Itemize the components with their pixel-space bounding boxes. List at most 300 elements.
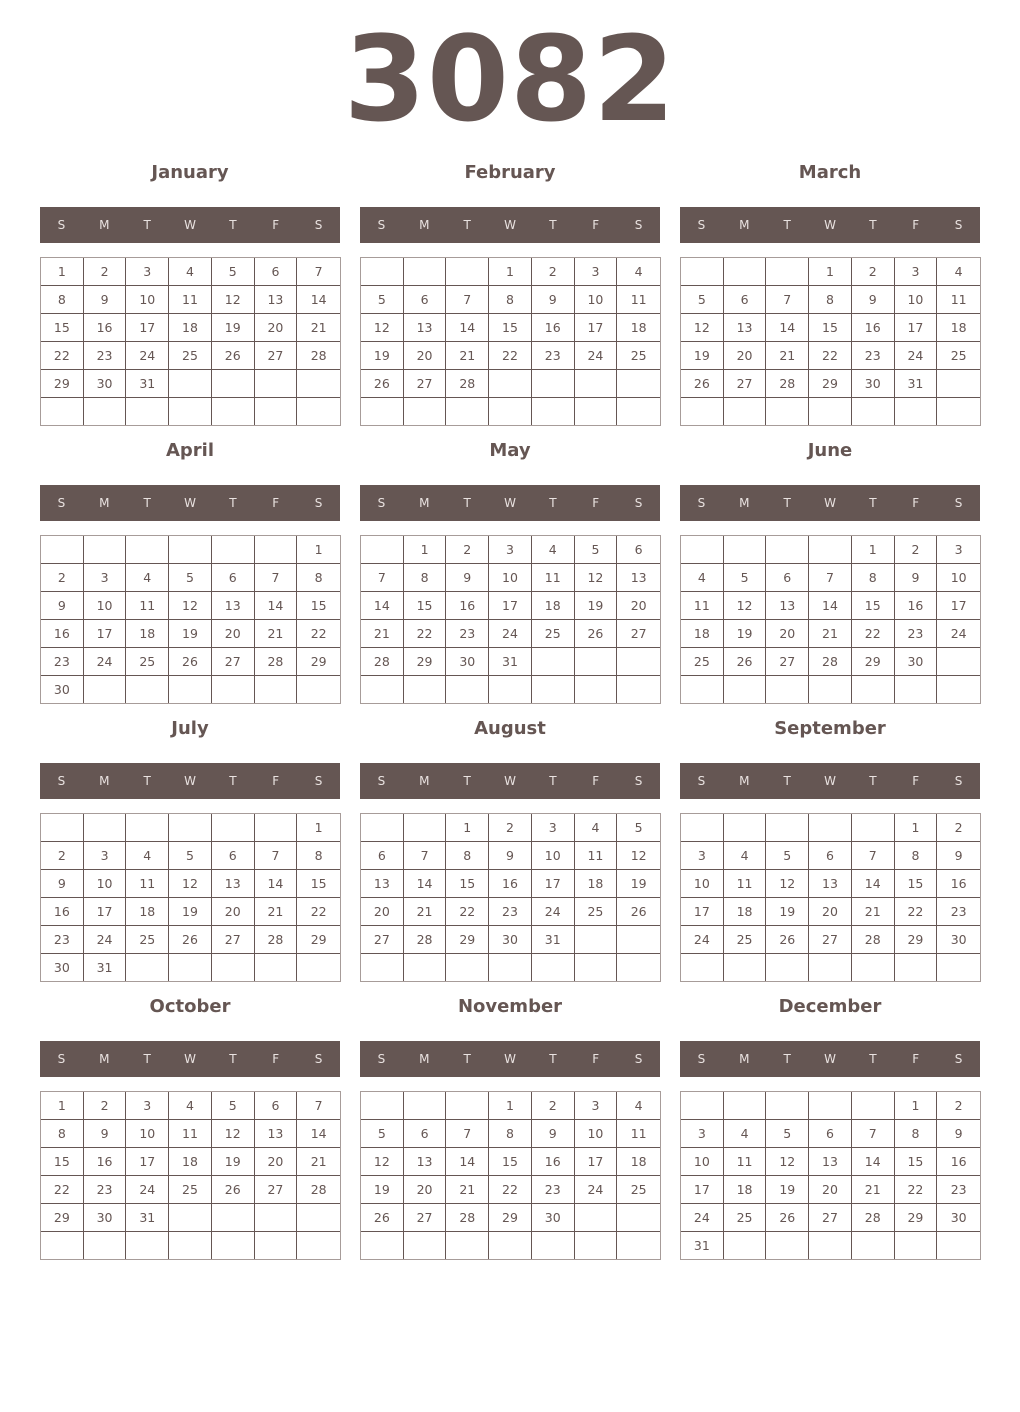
- day-cell: 2: [937, 814, 980, 842]
- day-cell: 4: [724, 1120, 767, 1148]
- day-cell: 15: [895, 870, 938, 898]
- weekday-header: [680, 207, 980, 243]
- day-cell: 27: [809, 926, 852, 954]
- day-cell: 9: [532, 286, 575, 314]
- weekday-label: F: [592, 774, 600, 788]
- day-cell: 15: [41, 314, 84, 342]
- day-cell: 8: [41, 286, 84, 314]
- day-cell: 23: [895, 620, 938, 648]
- day-cell: 27: [724, 370, 767, 398]
- weekday-label: W: [824, 496, 836, 510]
- day-cell: 8: [489, 1120, 532, 1148]
- weekday-label: M: [419, 496, 430, 510]
- day-cell: 17: [489, 592, 532, 620]
- day-cell: 17: [937, 592, 980, 620]
- day-cell: [532, 398, 575, 425]
- weekday-label: S: [377, 774, 386, 788]
- day-cell: 17: [681, 898, 724, 926]
- day-cell: 25: [126, 648, 169, 676]
- day-cell: [169, 954, 212, 981]
- day-cell: [681, 676, 724, 703]
- day-cell: 30: [84, 1204, 127, 1232]
- day-cell: 21: [297, 1148, 340, 1176]
- day-cell: 6: [255, 1092, 298, 1120]
- day-cell: 16: [532, 314, 575, 342]
- day-cell: 14: [446, 314, 489, 342]
- day-cell: 11: [169, 1120, 212, 1148]
- day-cell: [937, 398, 980, 425]
- day-cell: [617, 370, 660, 398]
- weekday-label: T: [783, 218, 791, 232]
- day-cell: [361, 676, 404, 703]
- day-cell: 18: [617, 314, 660, 342]
- day-grid: [40, 535, 341, 704]
- day-cell: 7: [446, 1120, 489, 1148]
- day-cell: 1: [297, 814, 340, 842]
- day-cell: 4: [532, 536, 575, 564]
- day-cell: [255, 370, 298, 398]
- day-cell: 3: [575, 258, 618, 286]
- day-cell: [895, 954, 938, 981]
- day-cell: 22: [404, 620, 447, 648]
- weekday-label: F: [912, 774, 920, 788]
- day-grid: [680, 535, 981, 704]
- day-cell: [937, 954, 980, 981]
- day-cell: 16: [532, 1148, 575, 1176]
- day-cell: 17: [126, 1148, 169, 1176]
- day-cell: [126, 814, 169, 842]
- day-cell: 10: [84, 592, 127, 620]
- day-cell: [255, 398, 298, 425]
- day-cell: [766, 954, 809, 981]
- weekday-label: T: [143, 496, 151, 510]
- day-cell: 19: [212, 314, 255, 342]
- day-cell: 10: [937, 564, 980, 592]
- day-cell: [681, 954, 724, 981]
- day-cell: 26: [766, 926, 809, 954]
- day-cell: 24: [575, 342, 618, 370]
- day-cell: [169, 1204, 212, 1232]
- day-cell: [212, 1232, 255, 1259]
- day-cell: 21: [852, 898, 895, 926]
- day-cell: 7: [404, 842, 447, 870]
- day-cell: 14: [361, 592, 404, 620]
- day-cell: 25: [681, 648, 724, 676]
- day-cell: 26: [169, 926, 212, 954]
- day-cell: 6: [617, 536, 660, 564]
- day-cell: 21: [297, 314, 340, 342]
- day-cell: 18: [169, 314, 212, 342]
- day-cell: [212, 398, 255, 425]
- day-cell: 27: [404, 1204, 447, 1232]
- day-cell: 19: [212, 1148, 255, 1176]
- day-cell: 7: [766, 286, 809, 314]
- day-cell: 3: [84, 842, 127, 870]
- weekday-header: [360, 763, 660, 799]
- day-cell: 1: [895, 1092, 938, 1120]
- day-cell: 12: [169, 592, 212, 620]
- day-cell: [169, 370, 212, 398]
- day-cell: [489, 370, 532, 398]
- weekday-label: F: [272, 1052, 280, 1066]
- weekday-label: S: [634, 1052, 643, 1066]
- day-cell: 23: [532, 1176, 575, 1204]
- day-cell: 10: [681, 1148, 724, 1176]
- day-cell: 4: [575, 814, 618, 842]
- day-cell: [41, 398, 84, 425]
- day-cell: [724, 954, 767, 981]
- day-cell: [41, 1232, 84, 1259]
- weekday-label: S: [314, 1052, 323, 1066]
- day-cell: 4: [169, 258, 212, 286]
- day-cell: 30: [446, 648, 489, 676]
- weekday-label: F: [912, 218, 920, 232]
- day-cell: [212, 1204, 255, 1232]
- day-cell: 31: [84, 954, 127, 981]
- day-cell: 3: [84, 564, 127, 592]
- day-cell: 26: [212, 1176, 255, 1204]
- day-cell: 29: [446, 926, 489, 954]
- weekday-label: T: [869, 218, 877, 232]
- weekday-label: F: [912, 1052, 920, 1066]
- year-title: 3082: [343, 10, 677, 148]
- day-cell: 1: [809, 258, 852, 286]
- day-cell: 4: [681, 564, 724, 592]
- day-cell: [852, 814, 895, 842]
- day-cell: [809, 398, 852, 425]
- day-cell: 17: [681, 1176, 724, 1204]
- day-cell: 3: [489, 536, 532, 564]
- day-cell: [724, 398, 767, 425]
- day-cell: [126, 954, 169, 981]
- weekday-label: T: [549, 218, 557, 232]
- weekday-label: T: [229, 496, 237, 510]
- day-cell: [361, 536, 404, 564]
- weekday-label: S: [377, 1052, 386, 1066]
- day-cell: 9: [489, 842, 532, 870]
- day-cell: 21: [446, 342, 489, 370]
- day-cell: 18: [724, 898, 767, 926]
- day-cell: 14: [297, 1120, 340, 1148]
- day-cell: 12: [361, 1148, 404, 1176]
- day-cell: [681, 1092, 724, 1120]
- day-cell: 27: [361, 926, 404, 954]
- day-cell: 5: [212, 1092, 255, 1120]
- day-cell: 20: [766, 620, 809, 648]
- day-cell: 6: [255, 258, 298, 286]
- day-cell: 15: [297, 592, 340, 620]
- day-cell: [809, 1232, 852, 1259]
- day-cell: [361, 398, 404, 425]
- day-cell: [489, 954, 532, 981]
- day-cell: 29: [41, 1204, 84, 1232]
- day-cell: 4: [169, 1092, 212, 1120]
- day-cell: [404, 814, 447, 842]
- day-cell: 18: [724, 1176, 767, 1204]
- day-cell: 21: [446, 1176, 489, 1204]
- day-cell: 13: [212, 870, 255, 898]
- day-cell: 8: [895, 1120, 938, 1148]
- day-cell: 25: [169, 1176, 212, 1204]
- day-cell: 31: [489, 648, 532, 676]
- day-cell: 6: [404, 1120, 447, 1148]
- day-cell: [169, 398, 212, 425]
- day-cell: 2: [84, 1092, 127, 1120]
- day-cell: [617, 954, 660, 981]
- day-cell: 13: [809, 870, 852, 898]
- day-cell: 30: [937, 1204, 980, 1232]
- day-cell: 1: [895, 814, 938, 842]
- day-cell: [84, 814, 127, 842]
- day-cell: 1: [446, 814, 489, 842]
- day-cell: [852, 954, 895, 981]
- weekday-label: W: [184, 774, 196, 788]
- month-title: January: [151, 162, 229, 183]
- day-cell: [297, 398, 340, 425]
- day-cell: 24: [575, 1176, 618, 1204]
- day-cell: [766, 1092, 809, 1120]
- day-cell: 20: [361, 898, 404, 926]
- day-cell: [255, 814, 298, 842]
- day-cell: 27: [255, 342, 298, 370]
- day-cell: 19: [724, 620, 767, 648]
- day-cell: 21: [255, 898, 298, 926]
- day-cell: 4: [617, 1092, 660, 1120]
- day-cell: [681, 258, 724, 286]
- day-cell: 15: [809, 314, 852, 342]
- day-cell: 20: [212, 620, 255, 648]
- weekday-header: [360, 1041, 660, 1077]
- day-cell: 7: [446, 286, 489, 314]
- day-cell: 5: [575, 536, 618, 564]
- day-cell: 10: [126, 1120, 169, 1148]
- day-cell: 30: [84, 370, 127, 398]
- weekday-label: T: [869, 1052, 877, 1066]
- day-cell: 23: [532, 342, 575, 370]
- day-cell: 17: [532, 870, 575, 898]
- day-cell: 16: [446, 592, 489, 620]
- day-cell: [575, 1232, 618, 1259]
- month-title: April: [165, 440, 215, 461]
- day-cell: 31: [126, 1204, 169, 1232]
- day-cell: 5: [724, 564, 767, 592]
- day-cell: 27: [617, 620, 660, 648]
- day-cell: 2: [446, 536, 489, 564]
- day-cell: 25: [169, 342, 212, 370]
- day-cell: 9: [84, 286, 127, 314]
- day-cell: 31: [126, 370, 169, 398]
- month-title: November: [457, 996, 563, 1017]
- weekday-label: S: [57, 1052, 66, 1066]
- day-cell: 19: [766, 898, 809, 926]
- weekday-label: S: [954, 1052, 963, 1066]
- day-cell: 1: [489, 258, 532, 286]
- day-cell: 6: [212, 564, 255, 592]
- weekday-label: T: [783, 1052, 791, 1066]
- day-cell: 2: [84, 258, 127, 286]
- day-cell: 11: [126, 870, 169, 898]
- day-cell: 10: [895, 286, 938, 314]
- day-cell: 12: [212, 1120, 255, 1148]
- day-cell: [297, 1204, 340, 1232]
- day-cell: [169, 1232, 212, 1259]
- day-cell: 19: [617, 870, 660, 898]
- day-cell: 28: [404, 926, 447, 954]
- day-cell: 18: [681, 620, 724, 648]
- day-cell: [532, 1232, 575, 1259]
- day-cell: 28: [446, 370, 489, 398]
- day-cell: [766, 398, 809, 425]
- day-cell: 9: [937, 842, 980, 870]
- day-cell: 10: [681, 870, 724, 898]
- weekday-label: M: [739, 496, 750, 510]
- day-cell: [361, 1092, 404, 1120]
- day-cell: 13: [724, 314, 767, 342]
- day-cell: 11: [617, 286, 660, 314]
- day-cell: 5: [617, 814, 660, 842]
- day-cell: 26: [361, 1204, 404, 1232]
- day-cell: 24: [84, 648, 127, 676]
- day-cell: 31: [895, 370, 938, 398]
- month-title: March: [798, 162, 862, 183]
- day-cell: [532, 676, 575, 703]
- day-cell: [575, 1204, 618, 1232]
- day-cell: 19: [681, 342, 724, 370]
- day-cell: 22: [41, 1176, 84, 1204]
- day-cell: 3: [681, 842, 724, 870]
- day-cell: [617, 1204, 660, 1232]
- day-cell: 3: [937, 536, 980, 564]
- day-cell: 25: [575, 898, 618, 926]
- weekday-label: S: [634, 496, 643, 510]
- day-cell: 31: [681, 1232, 724, 1259]
- weekday-label: T: [143, 1052, 151, 1066]
- day-cell: 5: [681, 286, 724, 314]
- day-cell: 28: [446, 1204, 489, 1232]
- day-cell: [937, 370, 980, 398]
- day-cell: 10: [126, 286, 169, 314]
- weekday-label: F: [592, 218, 600, 232]
- day-cell: [404, 1232, 447, 1259]
- weekday-label: T: [143, 774, 151, 788]
- weekday-label: M: [739, 774, 750, 788]
- day-cell: 18: [575, 870, 618, 898]
- weekday-header: [360, 207, 660, 243]
- weekday-label: S: [697, 496, 706, 510]
- day-grid: [360, 257, 661, 426]
- weekday-label: M: [419, 774, 430, 788]
- weekday-label: F: [592, 1052, 600, 1066]
- weekday-label: T: [869, 774, 877, 788]
- day-cell: 18: [126, 620, 169, 648]
- weekday-label: F: [272, 218, 280, 232]
- day-cell: 22: [852, 620, 895, 648]
- day-cell: 22: [895, 1176, 938, 1204]
- weekday-label: T: [783, 774, 791, 788]
- day-cell: 24: [84, 926, 127, 954]
- day-cell: [617, 398, 660, 425]
- day-cell: 5: [361, 286, 404, 314]
- day-cell: 9: [937, 1120, 980, 1148]
- day-cell: 12: [766, 870, 809, 898]
- day-cell: [446, 954, 489, 981]
- day-cell: [766, 814, 809, 842]
- day-cell: 25: [532, 620, 575, 648]
- day-cell: 22: [297, 898, 340, 926]
- day-cell: 20: [255, 1148, 298, 1176]
- day-cell: 11: [575, 842, 618, 870]
- day-cell: 8: [446, 842, 489, 870]
- day-cell: 2: [532, 1092, 575, 1120]
- day-grid: [40, 813, 341, 982]
- day-cell: 14: [446, 1148, 489, 1176]
- day-cell: 20: [724, 342, 767, 370]
- day-cell: 23: [852, 342, 895, 370]
- day-cell: 24: [532, 898, 575, 926]
- day-cell: 22: [895, 898, 938, 926]
- weekday-label: S: [377, 496, 386, 510]
- day-cell: 15: [446, 870, 489, 898]
- day-cell: 15: [489, 314, 532, 342]
- day-cell: 21: [809, 620, 852, 648]
- day-cell: [361, 1232, 404, 1259]
- month-title: December: [778, 996, 882, 1017]
- day-cell: [852, 1092, 895, 1120]
- weekday-label: M: [99, 774, 110, 788]
- weekday-label: W: [504, 496, 516, 510]
- day-cell: 17: [84, 620, 127, 648]
- day-cell: [809, 1092, 852, 1120]
- day-cell: 16: [937, 1148, 980, 1176]
- day-cell: 14: [297, 286, 340, 314]
- day-cell: 22: [489, 1176, 532, 1204]
- day-cell: 30: [489, 926, 532, 954]
- day-cell: 30: [41, 954, 84, 981]
- day-cell: [446, 258, 489, 286]
- day-cell: 13: [361, 870, 404, 898]
- day-cell: 24: [681, 926, 724, 954]
- day-cell: 3: [681, 1120, 724, 1148]
- weekday-label: T: [463, 774, 471, 788]
- day-cell: 26: [681, 370, 724, 398]
- day-cell: 18: [532, 592, 575, 620]
- day-cell: 17: [575, 314, 618, 342]
- day-cell: [489, 1232, 532, 1259]
- weekday-label: S: [954, 218, 963, 232]
- day-cell: 11: [724, 870, 767, 898]
- weekday-label: M: [739, 1052, 750, 1066]
- day-cell: 28: [852, 1204, 895, 1232]
- day-grid: [360, 813, 661, 982]
- day-cell: 11: [169, 286, 212, 314]
- day-cell: 9: [446, 564, 489, 592]
- day-cell: 30: [532, 1204, 575, 1232]
- day-cell: [809, 676, 852, 703]
- day-cell: 12: [361, 314, 404, 342]
- day-cell: 18: [126, 898, 169, 926]
- day-cell: 6: [724, 286, 767, 314]
- day-cell: [84, 676, 127, 703]
- day-cell: 13: [255, 286, 298, 314]
- day-cell: 13: [766, 592, 809, 620]
- day-cell: 27: [212, 648, 255, 676]
- day-cell: [809, 814, 852, 842]
- day-cell: 12: [681, 314, 724, 342]
- weekday-label: T: [783, 496, 791, 510]
- day-cell: 23: [937, 898, 980, 926]
- day-cell: [766, 1232, 809, 1259]
- day-cell: 25: [724, 926, 767, 954]
